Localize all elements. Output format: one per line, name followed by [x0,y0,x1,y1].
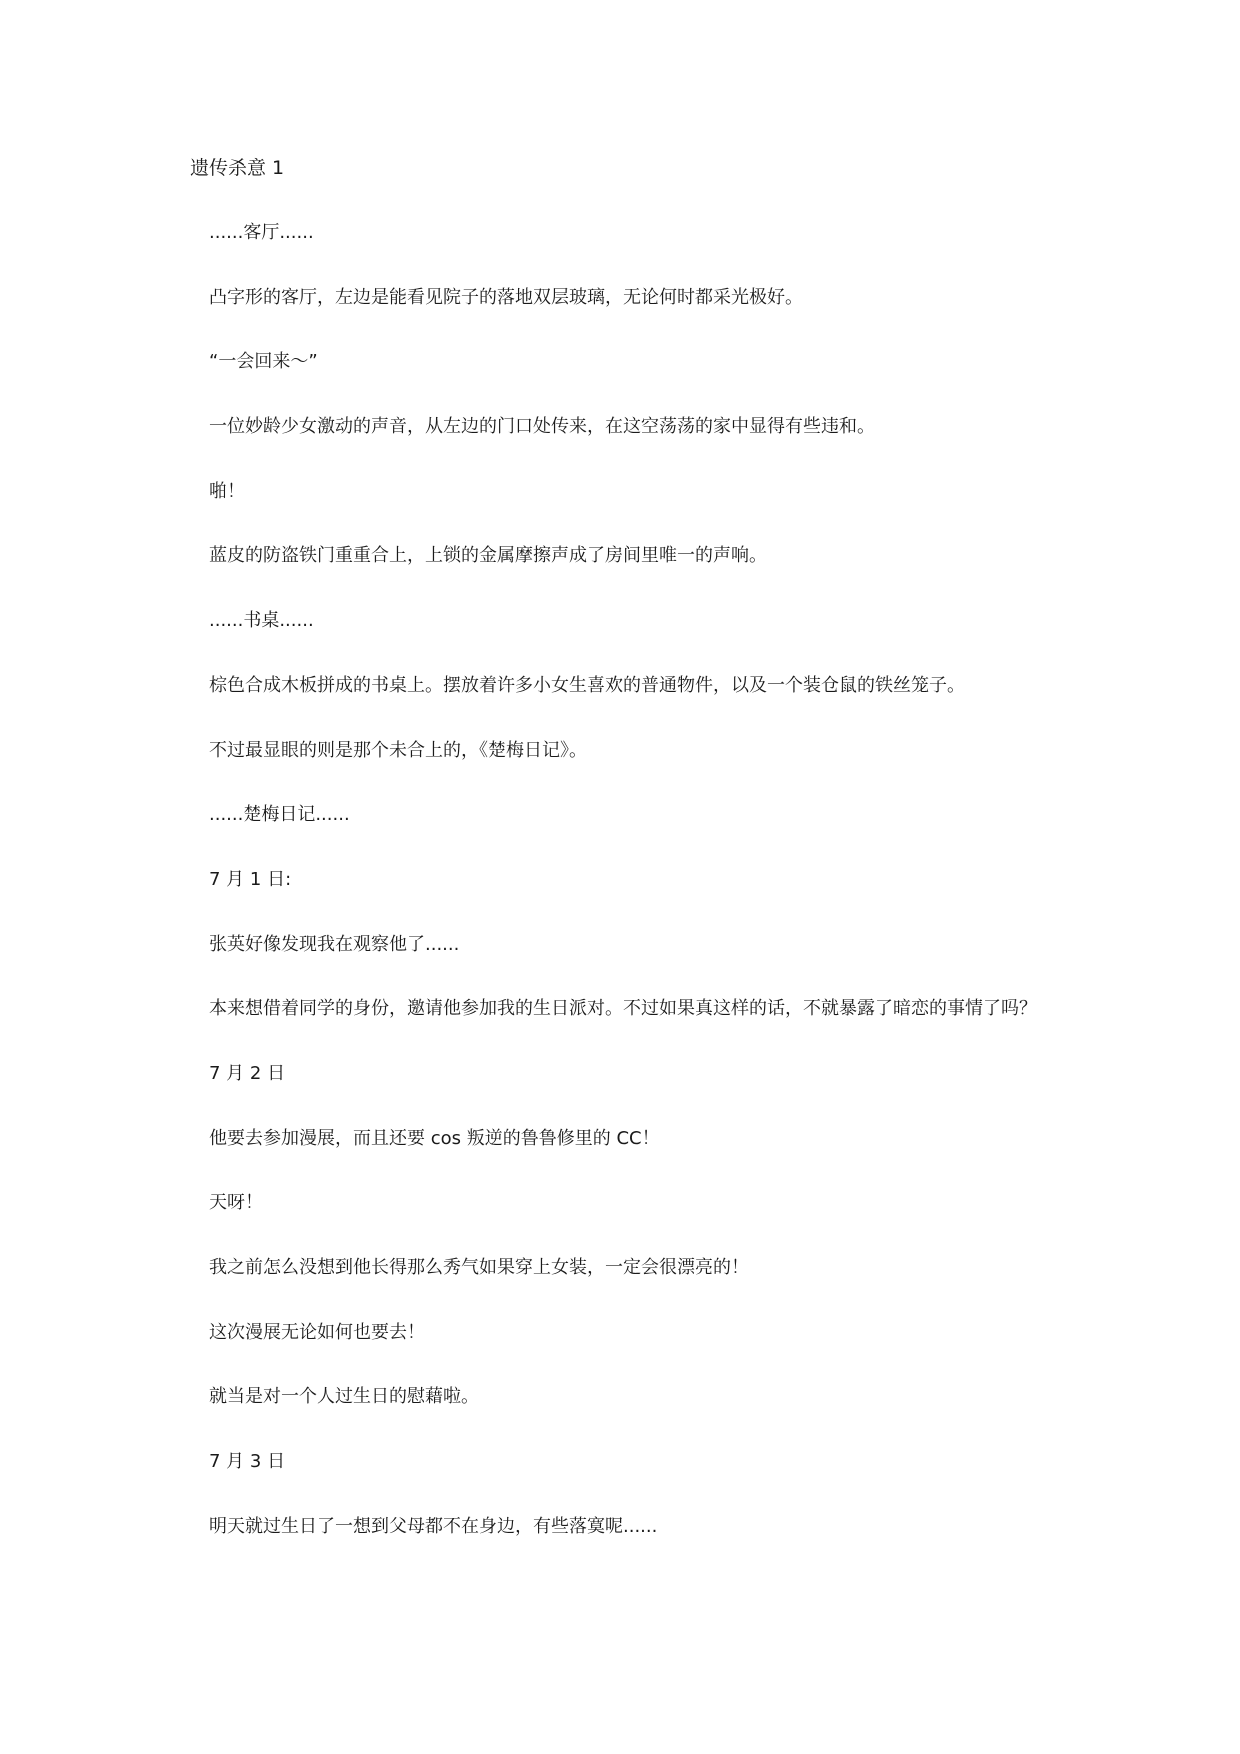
paragraph-line: 啪！ [209,480,245,502]
paragraph-line: “一会回来～” [209,351,318,373]
paragraph-line: ......楚梅日记...... [209,804,350,826]
paragraph-line: 7 月 1 日: [209,868,292,890]
paragraph-line: 这次漫展无论如何也要去！ [209,1321,425,1343]
paragraph-line: 我之前怎么没想到他长得那么秀气如果穿上女装，一定会很漂亮的！ [209,1257,749,1278]
paragraph-line: 天呀！ [209,1192,263,1214]
paragraph-line: 他要去参加漫展，而且还要 cos 叛逆的鲁鲁修里的 CC！ [209,1127,660,1149]
paragraph-line: 张英好像发现我在观察他了...... [209,933,460,955]
paragraph-line: 7 月 3 日 [209,1451,286,1473]
paragraph-line: 蓝皮的防盗铁门重重合上，上锁的金属摩擦声成了房间里唯一的声响。 [209,545,767,567]
paragraph-line: ......客厅...... [209,222,314,243]
paragraph-line: 一位妙龄少女激动的声音，从左边的门口处传来，在这空荡荡的家中显得有些违和。 [209,416,875,438]
document-body [209,219,1169,1577]
paragraph-line: 就当是对一个人过生日的慰藉啦。 [209,1386,479,1408]
document-title: 遗传杀意 1 [190,157,285,179]
paragraph-line: 7 月 2 日 [209,1062,286,1084]
paragraph-line: 不过最显眼的则是那个未合上的，《楚梅日记》。 [209,739,587,761]
paragraph-line: 凸字形的客厅，左边是能看见院子的落地双层玻璃，无论何时都采光极好。 [209,286,803,308]
paragraph-line: 本来想借着同学的身份，邀请他参加我的生日派对。不过如果真这样的话，不就暴露了暗恋的事情了吗？ [209,998,1037,1020]
paragraph-line: ......书桌...... [209,610,314,632]
paragraph-line: 棕色合成木板拼成的书桌上。摆放着许多小女生喜欢的普通物件，以及一个装仓鼠的铁丝笼子。 [209,674,965,696]
paragraph-line: 明天就过生日了一想到父母都不在身边，有些落寞呢...... [209,1515,658,1537]
